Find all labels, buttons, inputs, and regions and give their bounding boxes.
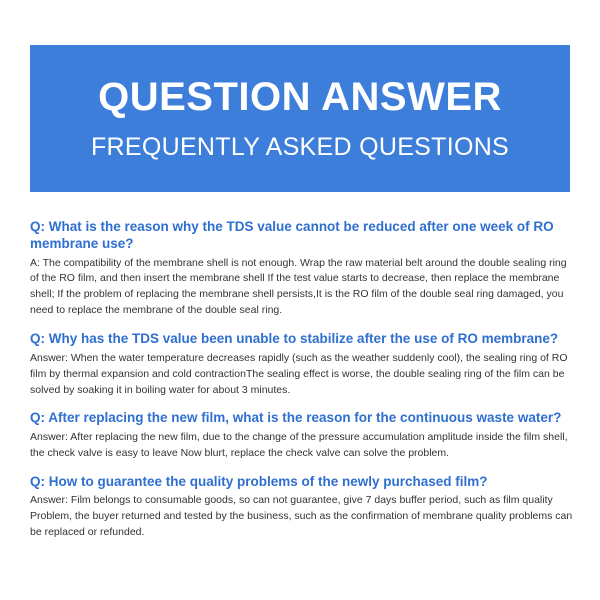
banner-subtitle: FREQUENTLY ASKED QUESTIONS xyxy=(90,133,510,161)
faq-banner xyxy=(30,45,570,192)
faq-question: Q: After replacing the new film, what is the reason for the continuous waste water? xyxy=(30,410,562,426)
banner-title: QUESTION ANSWER xyxy=(98,75,502,119)
faq-item xyxy=(30,330,576,398)
faq-answer: Answer: After replacing the new film, due to the change of the pressure accumulation amplitude inside the film shell, the check valve is easy to leave Now blurt, replace the check valve can solve the problem. xyxy=(30,430,568,459)
faq-answer: Answer: When the water temperature decreases rapidly (such as the weather suddenly cool), the sealing ring of RO film by thermal expansion and cold contractionThe sealing effect is worse, the double sealing ring of the film can be solved by soaking it in boiling water for about 3 minutes. xyxy=(30,351,568,396)
faq-question: Q: Why has the TDS value been unable to stabilize after the use of RO membrane? xyxy=(30,331,559,347)
faq-question: Q: What is the reason why the TDS value cannot be reduced after one week of RO membrane use? xyxy=(30,219,554,252)
faq-answer: A: The compatibility of the membrane shell is not enough. Wrap the raw material belt around the double sealing ring of the RO film, and then insert the membrane shell If the test value starts to decrease, then replace the membrane shell; If the problem of replacing the membrane shell persists,It is the RO film of the double seal ring damaged, you need to replace the membrane of the double seal ring. xyxy=(30,256,567,317)
faq-list xyxy=(30,218,576,552)
faq-item xyxy=(30,218,576,319)
faq-item xyxy=(30,473,576,541)
faq-question: Q: How to guarantee the quality problems of the newly purchased film? xyxy=(30,473,488,489)
faq-item xyxy=(30,409,576,461)
faq-answer: Answer: Film belongs to consumable goods, so can not guarantee, give 7 days buffer period, such as film quality Problem, the buyer returned and tested by the business, such as the confirmation of membrane quality problems can be replaced or refunded. xyxy=(30,493,573,538)
